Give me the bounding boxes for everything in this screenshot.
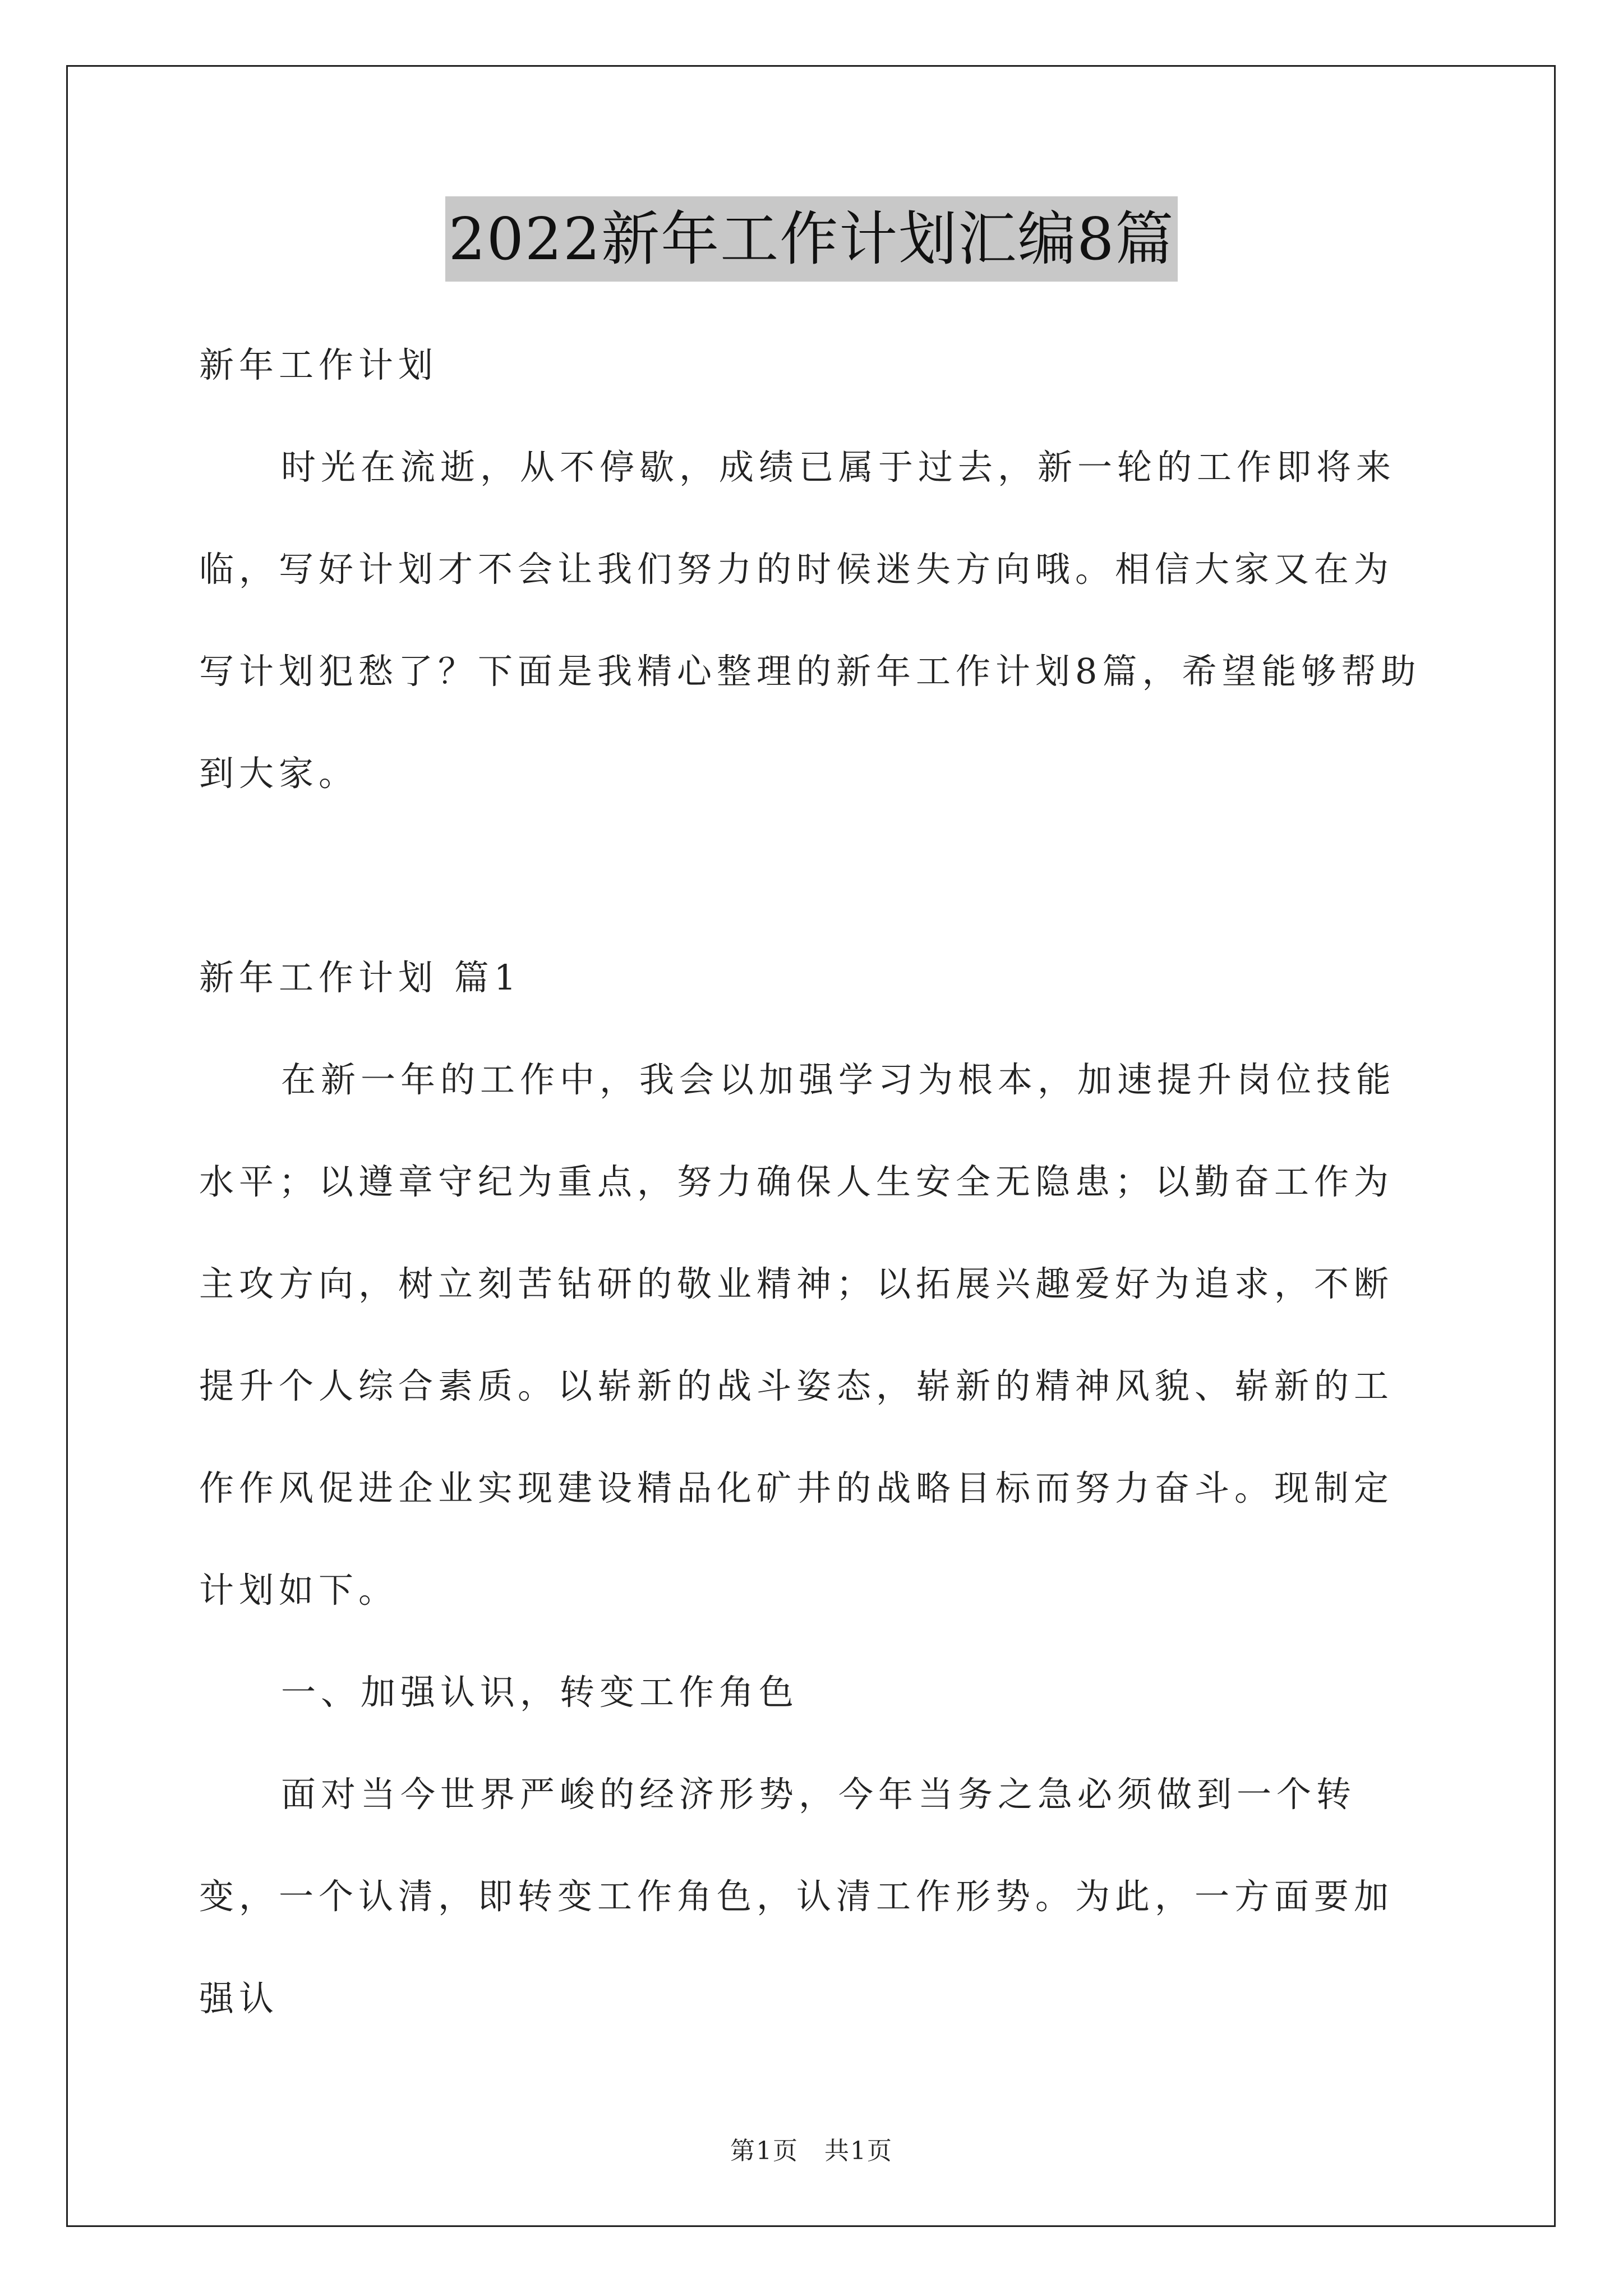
title-container: [0, 196, 1623, 282]
document-title: 2022新年工作计划汇编8篇: [445, 196, 1178, 282]
body-paragraph: 面对当今世界严峻的经济形势，今年当务之急必须做到一个转变，一个认清，即转变工作角色，认清工作形势。为此，一方面要加强认: [199, 1774, 1394, 2019]
intro-paragraph: 时光在流逝，从不停歇，成绩已属于过去，新一轮的工作即将来临，写好计划才不会让我们努力的时候迷失方向哦。相信大家又在为写计划犯愁了？下面是我精心整理的新年工作计划8篇，希望能够帮助到大家。: [199, 447, 1421, 794]
section-heading: 新年工作计划 篇1: [199, 957, 522, 998]
document-body: [199, 314, 1433, 2050]
subheading: 一、加强认识，转变工作角色: [281, 1672, 799, 1713]
section-paragraph: 在新一年的工作中，我会以加强学习为根本，加速提升岗位技能水平；以遵章守纪为重点，努力确保人生安全无隐患；以勤奋工作为主攻方向，树立刻苦钻研的敬业精神；以拓展兴趣爱好为追求，不断提升个人综合素质。以崭新的战斗姿态，崭新的精神风貌、崭新的工作作风促进企业实现建设精品化矿井的战略目标而努力奋斗。现制定计划如下。: [199, 1059, 1396, 1611]
intro-heading: 新年工作计划: [199, 344, 439, 385]
page-footer: 第1页 共1页: [730, 2137, 893, 2165]
